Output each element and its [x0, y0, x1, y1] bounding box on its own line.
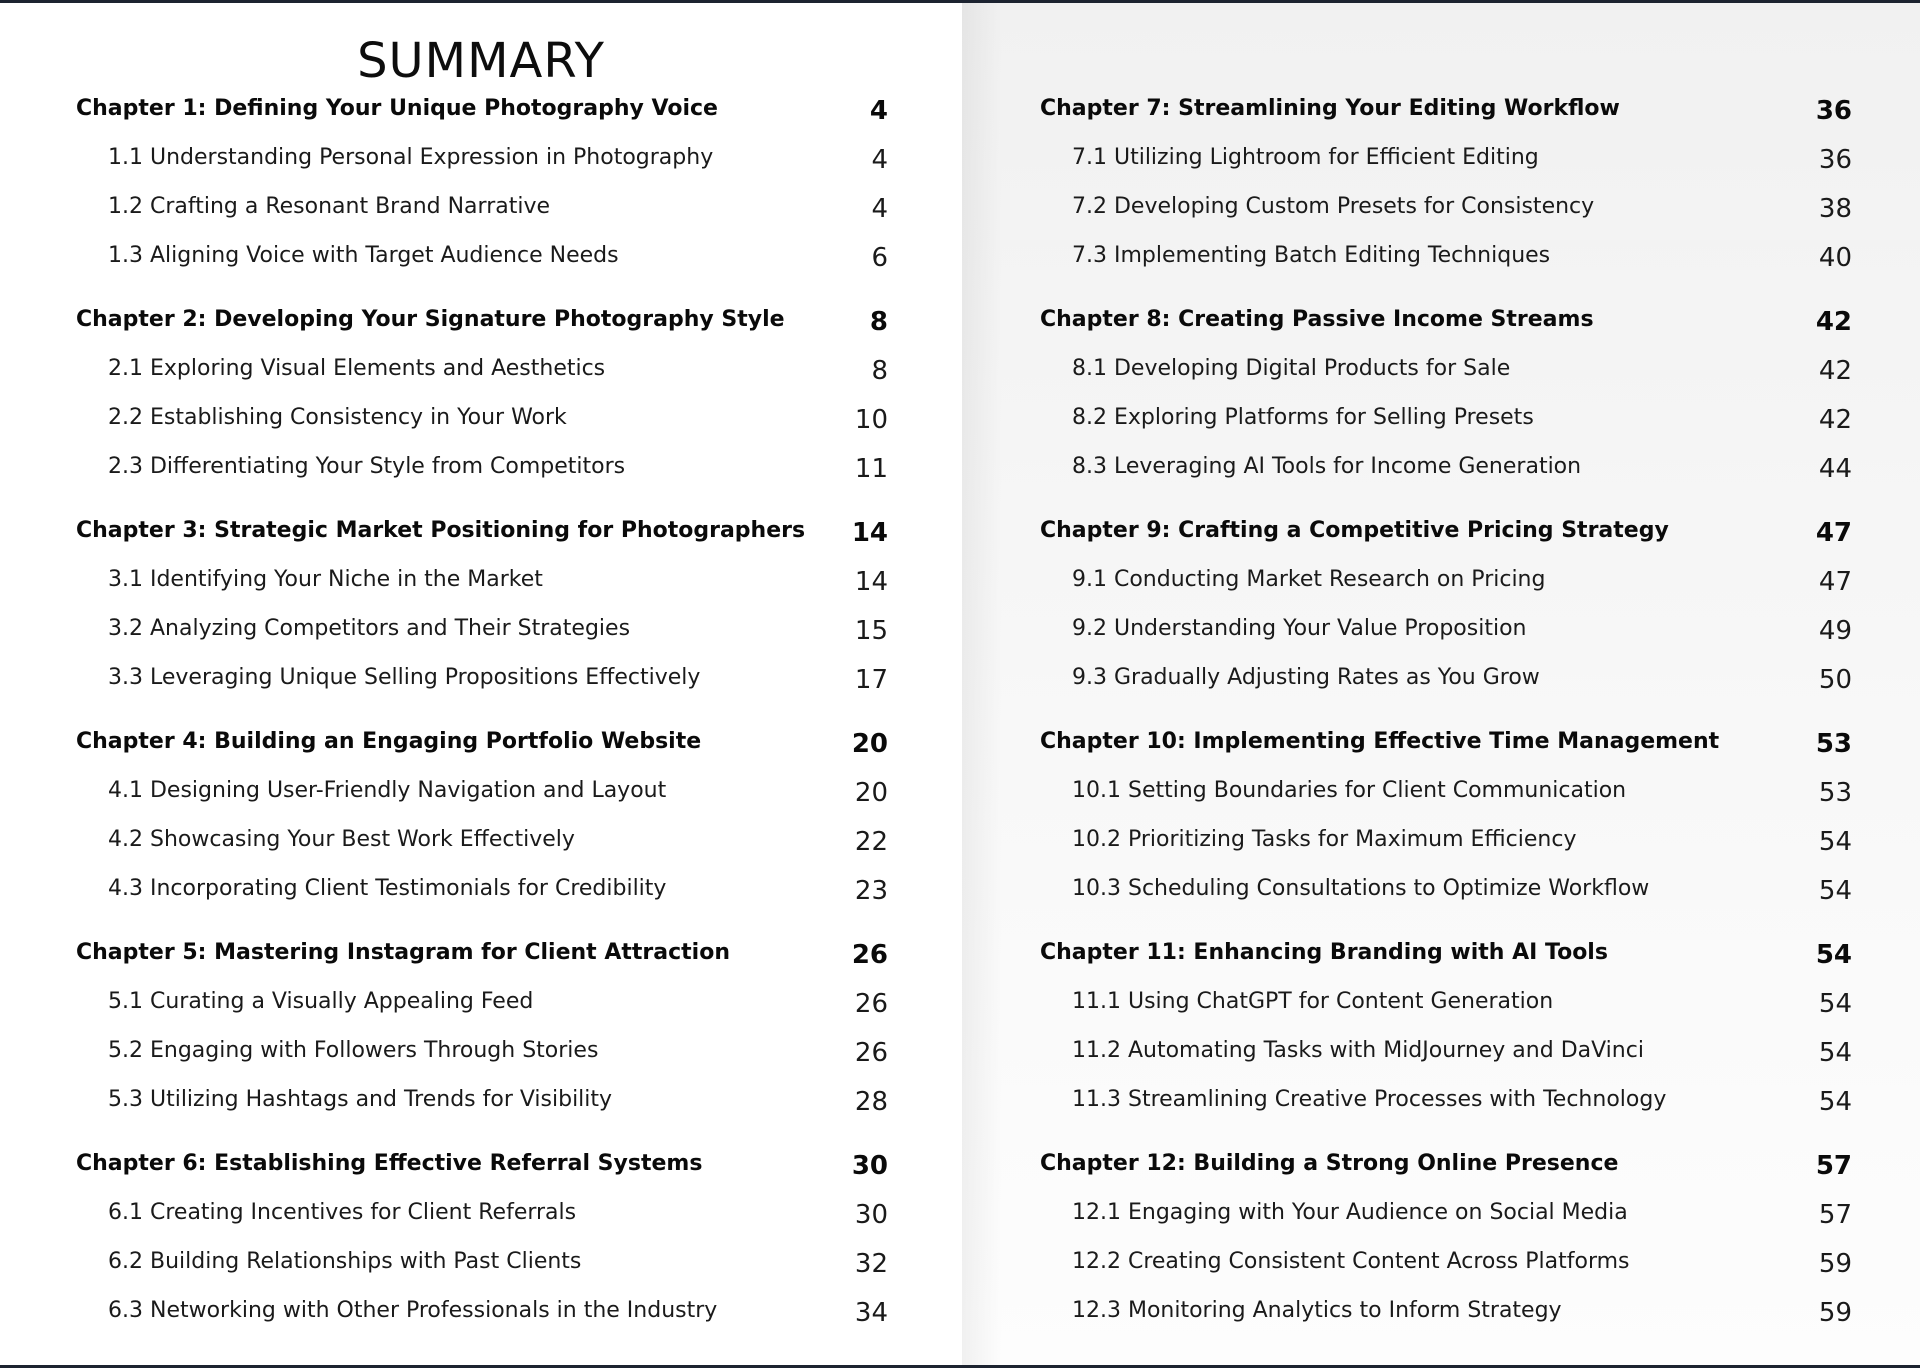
chapter-entry[interactable]	[1040, 89, 1852, 138]
section-entry[interactable]	[76, 187, 888, 236]
section-title: 10.1 Setting Boundaries for Client Communication	[1072, 778, 1627, 803]
chapter-title: Chapter 4: Building an Engaging Portfolio Website	[76, 729, 702, 754]
chapter-title: Chapter 2: Developing Your Signature Photography Style	[76, 307, 785, 332]
section-page-number: 17	[854, 665, 888, 695]
section-entry[interactable]	[76, 349, 888, 398]
section-entry[interactable]	[1040, 560, 1852, 609]
section-page-number: 53	[1818, 778, 1852, 808]
section-title: 5.2 Engaging with Followers Through Stories	[108, 1038, 599, 1063]
toc-chapter	[76, 722, 888, 933]
chapter-entry[interactable]	[1040, 1144, 1852, 1193]
chapter-page-number: 53	[1815, 729, 1852, 759]
section-entry[interactable]	[1040, 771, 1852, 820]
section-title: 1.3 Aligning Voice with Target Audience Needs	[108, 243, 619, 268]
section-page-number: 50	[1818, 665, 1852, 695]
section-title: 12.2 Creating Consistent Content Across Platforms	[1072, 1249, 1630, 1274]
toc-chapter	[76, 89, 888, 300]
toc-chapter	[76, 1144, 888, 1355]
section-title: 8.2 Exploring Platforms for Selling Presets	[1072, 405, 1534, 430]
section-page-number: 20	[854, 778, 888, 808]
section-title: 3.2 Analyzing Competitors and Their Strategies	[108, 616, 631, 641]
section-title: 4.3 Incorporating Client Testimonials for Credibility	[108, 876, 667, 901]
chapter-title: Chapter 8: Creating Passive Income Streams	[1040, 307, 1594, 332]
section-entry[interactable]	[1040, 187, 1852, 236]
section-page-number: 42	[1818, 356, 1852, 386]
section-title: 5.3 Utilizing Hashtags and Trends for Visibility	[108, 1087, 613, 1112]
section-title: 1.1 Understanding Personal Expression in Photography	[108, 145, 714, 170]
section-entry[interactable]	[1040, 658, 1852, 707]
section-title: 7.1 Utilizing Lightroom for Efficient Editing	[1072, 145, 1539, 170]
chapter-page-number: 30	[851, 1151, 888, 1181]
chapter-page-number: 8	[869, 307, 888, 337]
section-page-number: 44	[1818, 454, 1852, 484]
section-entry[interactable]	[76, 138, 888, 187]
section-entry[interactable]	[76, 236, 888, 285]
toc-chapter	[76, 511, 888, 722]
chapter-entry[interactable]	[76, 89, 888, 138]
chapter-page-number: 47	[1815, 518, 1852, 548]
section-page-number: 38	[1818, 194, 1852, 224]
section-page-number: 54	[1818, 1038, 1852, 1068]
section-title: 9.3 Gradually Adjusting Rates as You Grow	[1072, 665, 1540, 690]
section-entry[interactable]	[1040, 138, 1852, 187]
section-title: 11.3 Streamlining Creative Processes with Technology	[1072, 1087, 1667, 1112]
section-page-number: 59	[1818, 1249, 1852, 1279]
toc-chapter	[1040, 1144, 1852, 1355]
section-entry[interactable]	[1040, 349, 1852, 398]
section-title: 7.2 Developing Custom Presets for Consistency	[1072, 194, 1595, 219]
toc-chapter	[1040, 511, 1852, 722]
chapter-entry[interactable]	[1040, 300, 1852, 349]
chapter-entry[interactable]	[76, 722, 888, 771]
section-title: 2.2 Establishing Consistency in Your Work	[108, 405, 567, 430]
chapter-page-number: 42	[1815, 307, 1852, 337]
section-entry[interactable]	[1040, 820, 1852, 869]
section-entry[interactable]	[1040, 982, 1852, 1031]
section-title: 6.1 Creating Incentives for Client Referrals	[108, 1200, 577, 1225]
section-page-number: 8	[871, 356, 888, 386]
section-entry[interactable]	[1040, 1193, 1852, 1242]
chapter-page-number: 4	[869, 96, 888, 126]
chapter-entry[interactable]	[76, 933, 888, 982]
section-title: 10.2 Prioritizing Tasks for Maximum Efficiency	[1072, 827, 1577, 852]
section-entry[interactable]	[76, 869, 888, 918]
chapter-title: Chapter 3: Strategic Market Positioning for Photographers	[76, 518, 806, 543]
section-page-number: 22	[854, 827, 888, 857]
toc-right-column	[1040, 89, 1852, 1355]
chapter-entry[interactable]	[76, 511, 888, 560]
section-page-number: 40	[1818, 243, 1852, 273]
chapter-title: Chapter 10: Implementing Effective Time Management	[1040, 729, 1720, 754]
section-entry[interactable]	[76, 1291, 888, 1340]
toc-chapter	[76, 300, 888, 511]
section-entry[interactable]	[1040, 398, 1852, 447]
section-title: 6.2 Building Relationships with Past Clients	[108, 1249, 582, 1274]
section-title: 9.2 Understanding Your Value Proposition	[1072, 616, 1527, 641]
section-entry[interactable]	[1040, 447, 1852, 496]
section-entry[interactable]	[76, 609, 888, 658]
chapter-title: Chapter 6: Establishing Effective Referral Systems	[76, 1151, 703, 1176]
section-title: 11.2 Automating Tasks with MidJourney and DaVinci	[1072, 1038, 1644, 1063]
section-entry[interactable]	[1040, 1242, 1852, 1291]
section-page-number: 34	[854, 1298, 888, 1328]
toc-chapter	[1040, 89, 1852, 300]
section-title: 9.1 Conducting Market Research on Pricing	[1072, 567, 1546, 592]
section-title: 7.3 Implementing Batch Editing Techniques	[1072, 243, 1551, 268]
section-page-number: 14	[854, 567, 888, 597]
section-page-number: 15	[854, 616, 888, 646]
section-page-number: 28	[854, 1087, 888, 1117]
section-page-number: 26	[854, 1038, 888, 1068]
section-title: 2.3 Differentiating Your Style from Competitors	[108, 454, 626, 479]
section-title: 10.3 Scheduling Consultations to Optimize Workflow	[1072, 876, 1650, 901]
chapter-entry[interactable]	[1040, 933, 1852, 982]
section-page-number: 6	[871, 243, 888, 273]
section-entry[interactable]	[76, 1242, 888, 1291]
section-entry[interactable]	[76, 560, 888, 609]
toc-chapter	[1040, 722, 1852, 933]
chapter-title: Chapter 1: Defining Your Unique Photography Voice	[76, 96, 718, 121]
section-page-number: 42	[1818, 405, 1852, 435]
section-page-number: 32	[854, 1249, 888, 1279]
section-page-number: 26	[854, 989, 888, 1019]
chapter-entry[interactable]	[76, 1144, 888, 1193]
section-page-number: 54	[1818, 989, 1852, 1019]
toc-chapter	[1040, 933, 1852, 1144]
chapter-entry[interactable]	[1040, 511, 1852, 560]
chapter-page-number: 14	[851, 518, 888, 548]
section-page-number: 59	[1818, 1298, 1852, 1328]
section-page-number: 30	[854, 1200, 888, 1230]
section-page-number: 54	[1818, 1087, 1852, 1117]
section-title: 6.3 Networking with Other Professionals in the Industry	[108, 1298, 718, 1323]
section-entry[interactable]	[76, 447, 888, 496]
section-entry[interactable]	[76, 1080, 888, 1129]
section-title: 11.1 Using ChatGPT for Content Generation	[1072, 989, 1554, 1014]
section-title: 12.3 Monitoring Analytics to Inform Strategy	[1072, 1298, 1562, 1323]
section-title: 3.3 Leveraging Unique Selling Propositions Effectively	[108, 665, 701, 690]
section-entry[interactable]	[1040, 1031, 1852, 1080]
section-entry[interactable]	[1040, 869, 1852, 918]
gutter-shadow	[962, 3, 1002, 1365]
section-title: 8.1 Developing Digital Products for Sale	[1072, 356, 1511, 381]
section-entry[interactable]	[1040, 609, 1852, 658]
toc-left-column	[76, 89, 888, 1355]
section-title: 4.2 Showcasing Your Best Work Effectively	[108, 827, 575, 852]
section-page-number: 11	[854, 454, 888, 484]
section-title: 1.2 Crafting a Resonant Brand Narrative	[108, 194, 551, 219]
chapter-title: Chapter 12: Building a Strong Online Presence	[1040, 1151, 1619, 1176]
section-entry[interactable]	[76, 398, 888, 447]
chapter-page-number: 57	[1815, 1151, 1852, 1181]
section-title: 8.3 Leveraging AI Tools for Income Generation	[1072, 454, 1582, 479]
chapter-page-number: 54	[1815, 940, 1852, 970]
section-title: 5.1 Curating a Visually Appealing Feed	[108, 989, 534, 1014]
section-page-number: 4	[871, 145, 888, 175]
section-page-number: 54	[1818, 827, 1852, 857]
section-entry[interactable]	[76, 982, 888, 1031]
section-title: 3.1 Identifying Your Niche in the Market	[108, 567, 543, 592]
section-page-number: 36	[1818, 145, 1852, 175]
section-title: 12.1 Engaging with Your Audience on Social Media	[1072, 1200, 1628, 1225]
section-page-number: 23	[854, 876, 888, 906]
section-page-number: 57	[1818, 1200, 1852, 1230]
section-entry[interactable]	[76, 658, 888, 707]
section-page-number: 4	[871, 194, 888, 224]
toc-chapter	[76, 933, 888, 1144]
section-page-number: 10	[854, 405, 888, 435]
section-entry[interactable]	[76, 820, 888, 869]
page-title: SUMMARY	[357, 33, 605, 89]
section-entry[interactable]	[76, 1031, 888, 1080]
section-entry[interactable]	[1040, 236, 1852, 285]
chapter-entry[interactable]	[1040, 722, 1852, 771]
section-page-number: 47	[1818, 567, 1852, 597]
section-page-number: 54	[1818, 876, 1852, 906]
chapter-title: Chapter 5: Mastering Instagram for Client Attraction	[76, 940, 730, 965]
chapter-title: Chapter 7: Streamlining Your Editing Workflow	[1040, 96, 1620, 121]
chapter-page-number: 20	[851, 729, 888, 759]
section-entry[interactable]	[76, 1193, 888, 1242]
chapter-entry[interactable]	[76, 300, 888, 349]
section-entry[interactable]	[76, 771, 888, 820]
chapter-page-number: 26	[851, 940, 888, 970]
chapter-title: Chapter 11: Enhancing Branding with AI Tools	[1040, 940, 1608, 965]
section-title: 2.1 Exploring Visual Elements and Aesthetics	[108, 356, 606, 381]
chapter-title: Chapter 9: Crafting a Competitive Pricing Strategy	[1040, 518, 1669, 543]
section-title: 4.1 Designing User-Friendly Navigation and Layout	[108, 778, 667, 803]
chapter-page-number: 36	[1815, 96, 1852, 126]
section-page-number: 49	[1818, 616, 1852, 646]
section-entry[interactable]	[1040, 1291, 1852, 1340]
toc-chapter	[1040, 300, 1852, 511]
section-entry[interactable]	[1040, 1080, 1852, 1129]
